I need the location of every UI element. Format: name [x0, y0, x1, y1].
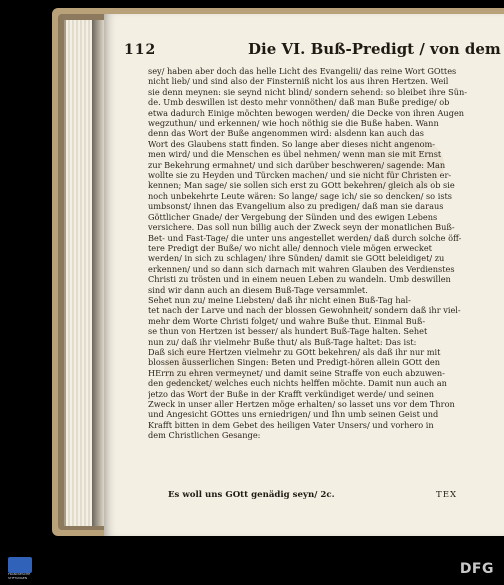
text-line: Zweck in unser aller Hertzen möge erhalten/ so lasset uns vor dem Thron: [148, 399, 455, 409]
text-line: sey/ haben aber doch das helle Licht des Evangelii/ das reine Wort GOttes: [148, 66, 457, 76]
text-line: kennen; Man sage/ sie sollen sich erst zu GOtt bekehren/ gleich als ob sie: [148, 180, 455, 191]
text-line: Göttlicher Gnade/ der Vergebung der Sünden und des ewigen Lebens: [148, 211, 438, 222]
text-line: HErrn zu ehren vermeynet/ und damit seine Straffe von euch abzuwen-: [148, 367, 445, 378]
text-line: Krafft bitten in dem Gebet des heiligen Vater Unsers/ und vorhero in: [148, 419, 434, 430]
text-line: zur Bekehrung ermahnet/ und sich darüber beschweren/ sagende: Man: [148, 159, 446, 170]
text-line: men wird/ und die Menschen es übel nehmen/ wenn man sie mit Ernst: [148, 149, 442, 160]
text-line: blossen äusserlichen Singen: Beten und Predigt-hören allein GOtt den: [148, 357, 441, 368]
text-line: und Angesicht GOttes uns erniedrigen/ und Ihn umb seinen Geist und: [148, 409, 439, 420]
text-line: dem Christlichen Gesange:: [148, 430, 261, 441]
text-line: Bet- und Fast-Tage/ die unter uns angestellet werden/ daß durch solche öff-: [148, 232, 462, 243]
text-line: mehr dem Worte Christi folget/ und wahre Buße thut. Einmal Buß-: [148, 315, 426, 326]
text-line: de. Umb deswillen ist desto mehr vonnöthen/ daß man Buße predige/ ob: [148, 97, 450, 108]
text-line: se thun von Hertzen ist besser/ als hundert Buß-Tage halten. Sehet: [148, 326, 428, 337]
body-text: [148, 66, 498, 486]
text-line: nun zu/ daß ihr vielmehr Buße thut/ als Buß-Tage haltet: Das ist:: [148, 336, 417, 347]
text-line: sind wir dann auch an diesem Buß-Tage versammlet.: [148, 284, 368, 295]
text-line: tere Predigt der Buße/ wo nicht alle/ dennoch viele mögen erwecket: [148, 242, 432, 253]
text-line: noch unbekehrte Leute wären: So lange/ sage ich/ sie so dencken/ so ists: [148, 190, 453, 201]
text-line: Daß sich eure Hertzen vielmehr zu GOtt bekehren/ als daß ihr nur mit: [148, 346, 441, 357]
text-line: jetzo das Wort der Buße in der Krafft verkündiget werde/ und seinen: [148, 388, 434, 399]
text-line: den gedencket/ welches euch nichts helffen möchte. Damit nun auch an: [148, 378, 447, 389]
catchword: TEX: [436, 490, 458, 500]
text-line: tet nach der Larve und nach der blossen Gewohnheit/ sondern daß ihr viel-: [148, 305, 461, 316]
text-line: sie denn meynen: sie seynd nicht blind/ sondern sehend: so bleibet ihre Sün-: [148, 86, 468, 97]
text-line: wollte sie zu Heyden und Türcken machen/ und sie nicht für Christen er-: [148, 170, 452, 181]
text-line: versichere. Das soll nun billig auch der Zweck seyn der monatlichen Buß-: [148, 222, 455, 233]
library-logo-label-1: FRANCKESCHE: [8, 572, 31, 576]
viewer-footer: [0, 555, 504, 585]
text-line: Sehet nun zu/ meine Liebsten/ daß ihr nicht einen Buß-Tag hal-: [148, 294, 411, 305]
text-line: Wort des Glaubens statt finden. So lange aber dieses nicht angenom-: [148, 138, 436, 149]
page-number: 112: [124, 42, 157, 58]
text-line: werden/ in sich zu schlagen/ ihre Sünden/ damit sie GOtt beleidiget/ zu: [148, 253, 445, 264]
text-line: nicht lieb/ und sind also der Finsterniß nicht los aus ihren Hertzen. Weil: [148, 76, 449, 87]
dfg-logo[interactable]: DFG: [459, 561, 494, 577]
page-header: [118, 40, 501, 62]
text-line: erkennen/ und so dann sich darnach mit wahren Glauben des Verdienstes: [148, 263, 455, 274]
book-page: [104, 14, 504, 536]
library-logo[interactable]: [8, 557, 32, 583]
text-line: wegzuthun/ und erkennen/ wie hoch nöthig sie die Buße haben. Wann: [148, 118, 439, 129]
running-head: Die VI. Buß-Predigt / von dem: [248, 40, 501, 58]
text-line: umbsonst/ ihnen das Evangelium also zu predigen/ daß man sie daraus: [148, 201, 444, 212]
text-line: Christi zu trösten und in einem neuen Leben zu wandeln. Umb deswillen: [148, 274, 451, 285]
library-logo-label-2: STIFTUNGEN: [8, 575, 28, 580]
text-line: denn das Wort der Buße angenommen wird: alsdenn kan auch das: [148, 128, 424, 139]
library-logo-icon: [8, 557, 32, 573]
hymn-closing-line: Es woll uns GOtt genädig seyn/ 2c.: [168, 490, 335, 500]
text-line: etwa dadurch Einige möchten bewogen werden/ die Decke von ihren Augen: [148, 107, 465, 118]
